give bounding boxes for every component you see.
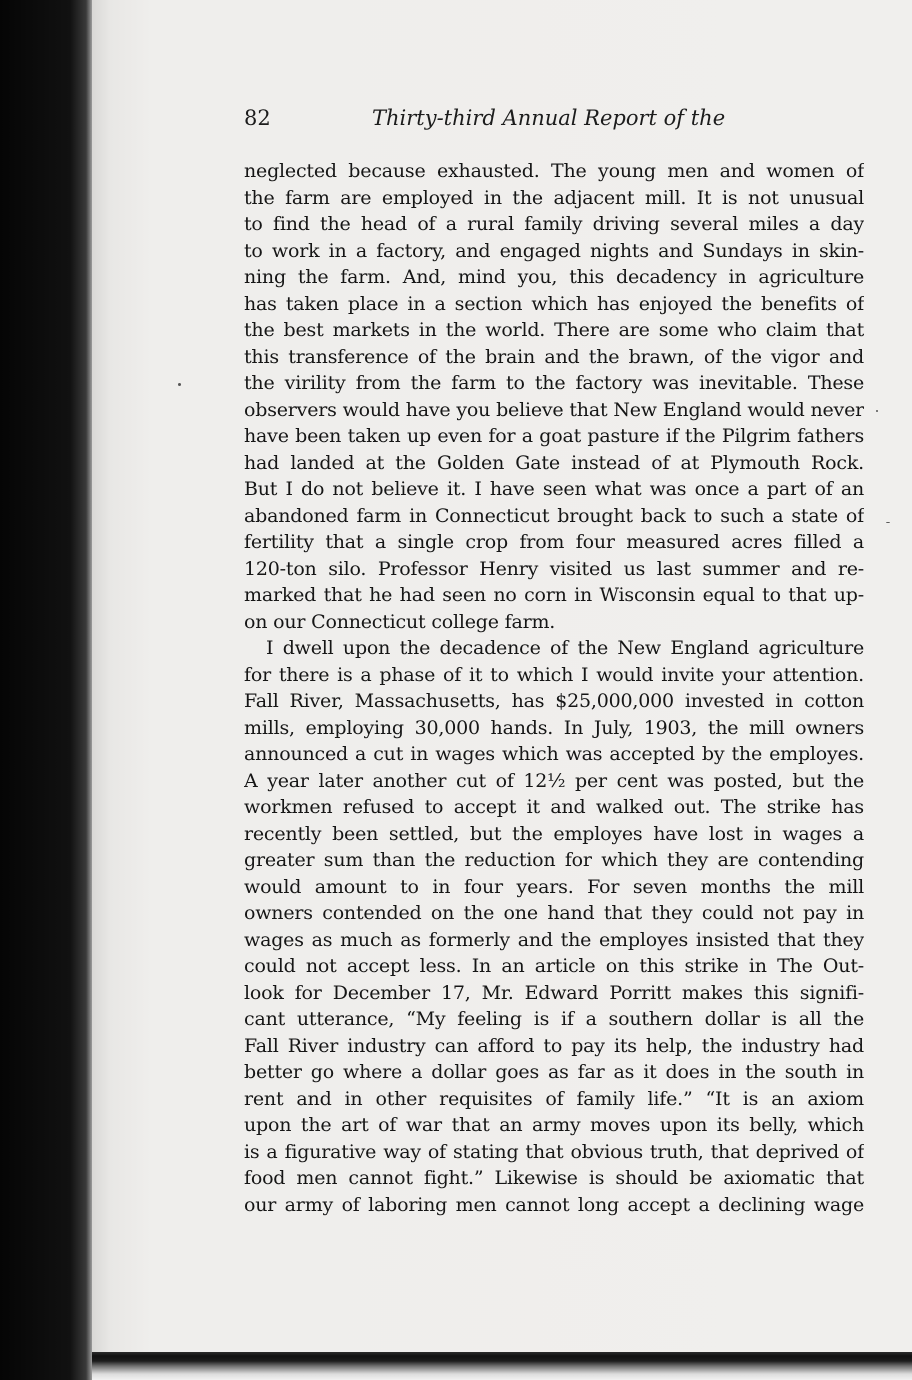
text-line: has taken place in a section which has enjoyed the benefits of <box>244 292 864 315</box>
text-line: marked that he had seen no corn in Wisconsin equal to that up- <box>244 584 864 606</box>
text-line: recently been settled, but the employes have lost in wages a <box>244 822 864 845</box>
scan-speck <box>178 383 181 386</box>
book-binding-shadow <box>0 0 92 1380</box>
text-line: neglected because exhausted. The young men and women of <box>244 160 864 182</box>
text-line: announced a cut in wages which was accepted by the employes. <box>244 743 864 765</box>
text-line: upon the art of war that an army moves upon its belly, which <box>244 1114 864 1136</box>
text-line: look for December 17, Mr. Edward Porritt makes this signifi- <box>244 981 864 1004</box>
text-line: rent and in other requisites of family life.” “It is an axiom <box>244 1087 864 1110</box>
scan-speck <box>886 522 890 523</box>
paragraph <box>244 158 864 635</box>
text-line: could not accept less. In an article on this strike in The Out- <box>244 955 864 977</box>
text-line: workmen refused to accept it and walked out. The strike has <box>244 796 864 818</box>
page-bottom-edge <box>92 1352 912 1380</box>
running-head: Thirty-third Annual Report of the <box>372 106 726 130</box>
text-line: for there is a phase of it to which I would invite your attention. <box>244 663 864 686</box>
text-line: cant utterance, “My feeling is if a southern dollar is all the <box>244 1008 864 1030</box>
text-line: But I do not believe it. I have seen what was once a part of an <box>244 478 864 500</box>
text-line: to find the head of a rural family driving several miles a day <box>244 213 864 235</box>
text-line: Fall River, Massachusetts, has $25,000,000 invested in cotton <box>244 690 864 712</box>
text-line: to work in a factory, and engaged nights and Sundays in skin- <box>244 239 864 262</box>
text-line: on our Connecticut college farm. <box>244 610 556 633</box>
text-line: mills, employing 30,000 hands. In July, 1903, the mill owners <box>244 716 864 739</box>
paragraph <box>244 635 864 1218</box>
text-line: A year later another cut of 12½ per cent was posted, but the <box>244 769 864 792</box>
text-line: abandoned farm in Connecticut brought back to such a state of <box>244 504 864 527</box>
text-line: food men cannot fight.” Likewise is should be axiomatic that <box>244 1167 864 1189</box>
body-text <box>244 158 864 1218</box>
text-line: I dwell upon the decadence of the New England agriculture <box>266 637 864 659</box>
text-line: the best markets in the world. There are some who claim that <box>244 319 864 341</box>
text-line: wages as much as formerly and the employes insisted that they <box>244 928 864 951</box>
text-line: is a figurative way of stating that obvious truth, that deprived of <box>244 1140 864 1163</box>
text-line: Fall River industry can afford to pay its help, the industry had <box>244 1034 864 1057</box>
text-line: 120-ton silo. Professor Henry visited us last summer and re- <box>244 557 864 580</box>
text-line: ning the farm. And, mind you, this decadency in agriculture <box>244 266 864 288</box>
text-line: had landed at the Golden Gate instead of at Plymouth Rock. <box>244 451 864 474</box>
text-line: have been taken up even for a goat pasture if the Pilgrim fathers <box>244 425 864 447</box>
text-line: the farm are employed in the adjacent mill. It is not unusual <box>244 186 864 209</box>
text-line: our army of laboring men cannot long accept a declining wage <box>244 1193 864 1216</box>
text-line: observers would have you believe that New England would never <box>244 398 864 421</box>
text-line: greater sum than the reduction for which they are contending <box>244 849 864 871</box>
text-line: this transference of the brain and the brawn, of the vigor and <box>244 345 864 368</box>
page-header <box>244 106 864 138</box>
text-line: better go where a dollar goes as far as it does in the south in <box>244 1061 864 1083</box>
text-line: fertility that a single crop from four measured acres filled a <box>244 531 864 553</box>
text-line: the virility from the farm to the factory was inevitable. These <box>244 372 864 394</box>
text-line: owners contended on the one hand that they could not pay in <box>244 902 864 924</box>
page-number: 82 <box>244 106 271 130</box>
scan-speck <box>876 410 878 412</box>
text-line: would amount to in four years. For seven months the mill <box>244 875 864 898</box>
